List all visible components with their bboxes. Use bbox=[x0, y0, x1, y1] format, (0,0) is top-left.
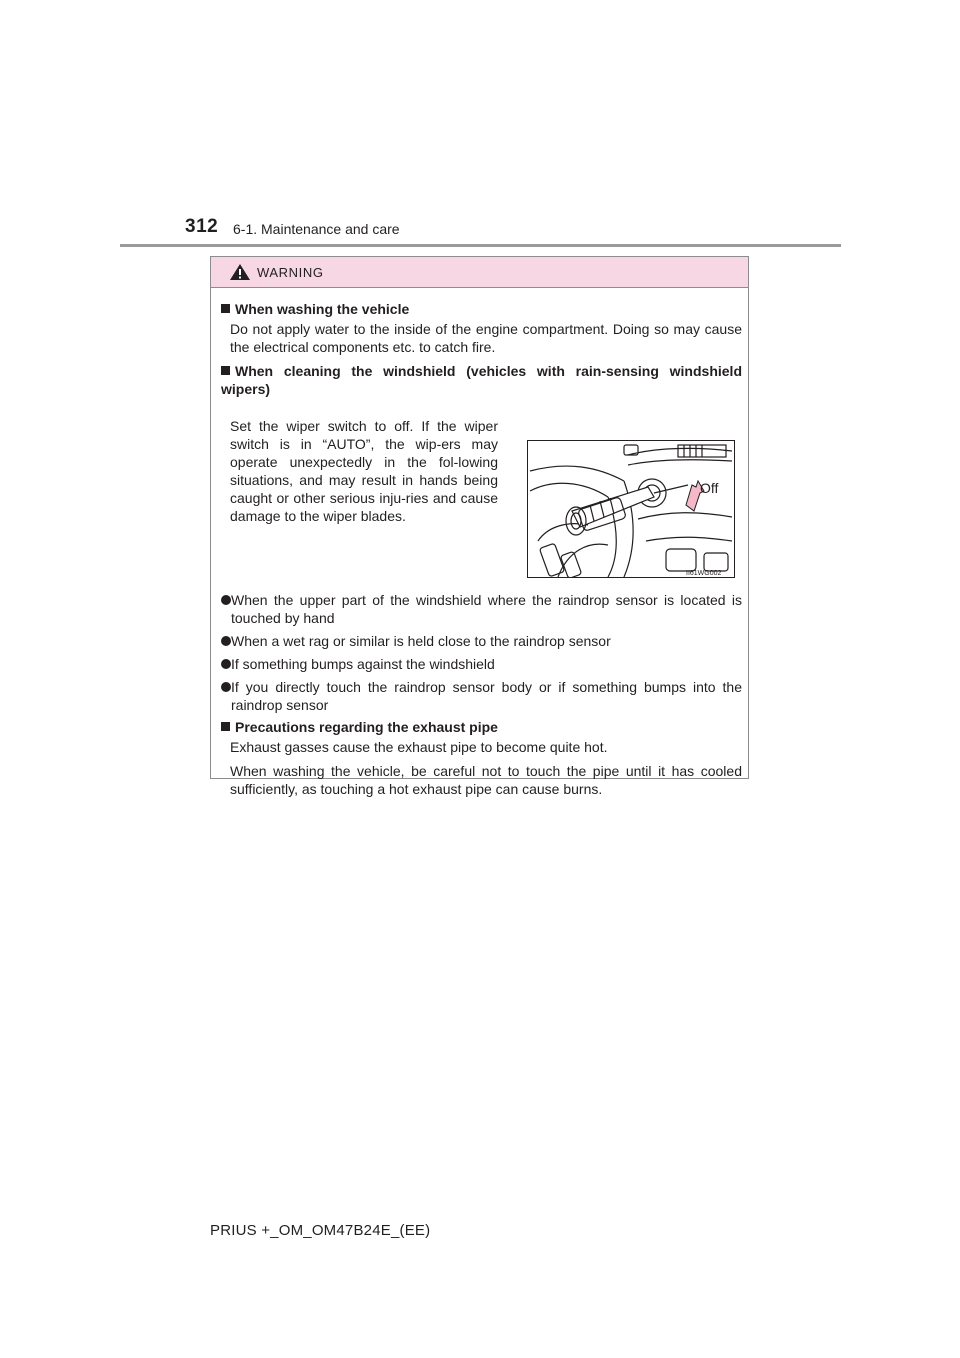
heading-exhaust: Precautions regarding the exhaust pipe bbox=[221, 718, 742, 736]
warning-triangle-icon bbox=[229, 263, 251, 281]
square-bullet-icon bbox=[221, 304, 230, 313]
off-label: Off bbox=[700, 480, 719, 496]
figure-code: II61WG002 bbox=[686, 570, 722, 577]
wiper-switch-illustration bbox=[527, 440, 735, 578]
warning-header bbox=[211, 257, 748, 288]
section-title: 6-1. Maintenance and care bbox=[233, 221, 400, 237]
heading-washing: When washing the vehicle bbox=[221, 300, 742, 318]
bullet-item: When the upper part of the windshield where the raindrop sensor is located is touched by hand bbox=[221, 591, 742, 627]
bullet-item: If something bumps against the windshield bbox=[221, 655, 742, 673]
warning-label: WARNING bbox=[257, 265, 324, 280]
square-bullet-icon bbox=[221, 366, 230, 375]
heading-windshield: When cleaning the windshield (vehicles with rain-sensing windshield wipers) bbox=[221, 363, 742, 397]
page-number: 312 bbox=[185, 216, 219, 237]
paragraph-washing: Do not apply water to the inside of the engine compartment. Doing so may cause the electrical components etc. to catch fire. bbox=[230, 321, 742, 355]
header-rule bbox=[120, 244, 841, 247]
paragraph-exhaust-1: Exhaust gasses cause the exhaust pipe to become quite hot. bbox=[230, 739, 608, 755]
bullet-dot-icon bbox=[221, 682, 231, 692]
footer-document-code: PRIUS +_OM_OM47B24E_(EE) bbox=[210, 1222, 431, 1239]
steering-column-drawing bbox=[528, 441, 734, 577]
paragraph-exhaust-2: When washing the vehicle, be careful not to touch the pipe until it has cooled sufficiently, as touching a hot exhaust pipe can cause burns. bbox=[230, 763, 742, 797]
bullet-item: If you directly touch the raindrop sensor body or if something bumps into the raindrop sensor bbox=[221, 678, 742, 714]
bullet-item: When a wet rag or similar is held close to the raindrop sensor bbox=[221, 632, 742, 650]
warning-box bbox=[210, 256, 749, 797]
paragraph-windshield: Set the wiper switch to off. If the wiper switch is in “AUTO”, the wip-ers may operate unexpectedly in the fol-lowing situations, and may result in hands being caught or other serious inju-ries and cause damage to the wiper blades. bbox=[230, 418, 498, 524]
bullet-dot-icon bbox=[221, 659, 231, 669]
bullet-dot-icon bbox=[221, 595, 231, 605]
square-bullet-icon bbox=[221, 722, 230, 731]
bullet-dot-icon bbox=[221, 636, 231, 646]
